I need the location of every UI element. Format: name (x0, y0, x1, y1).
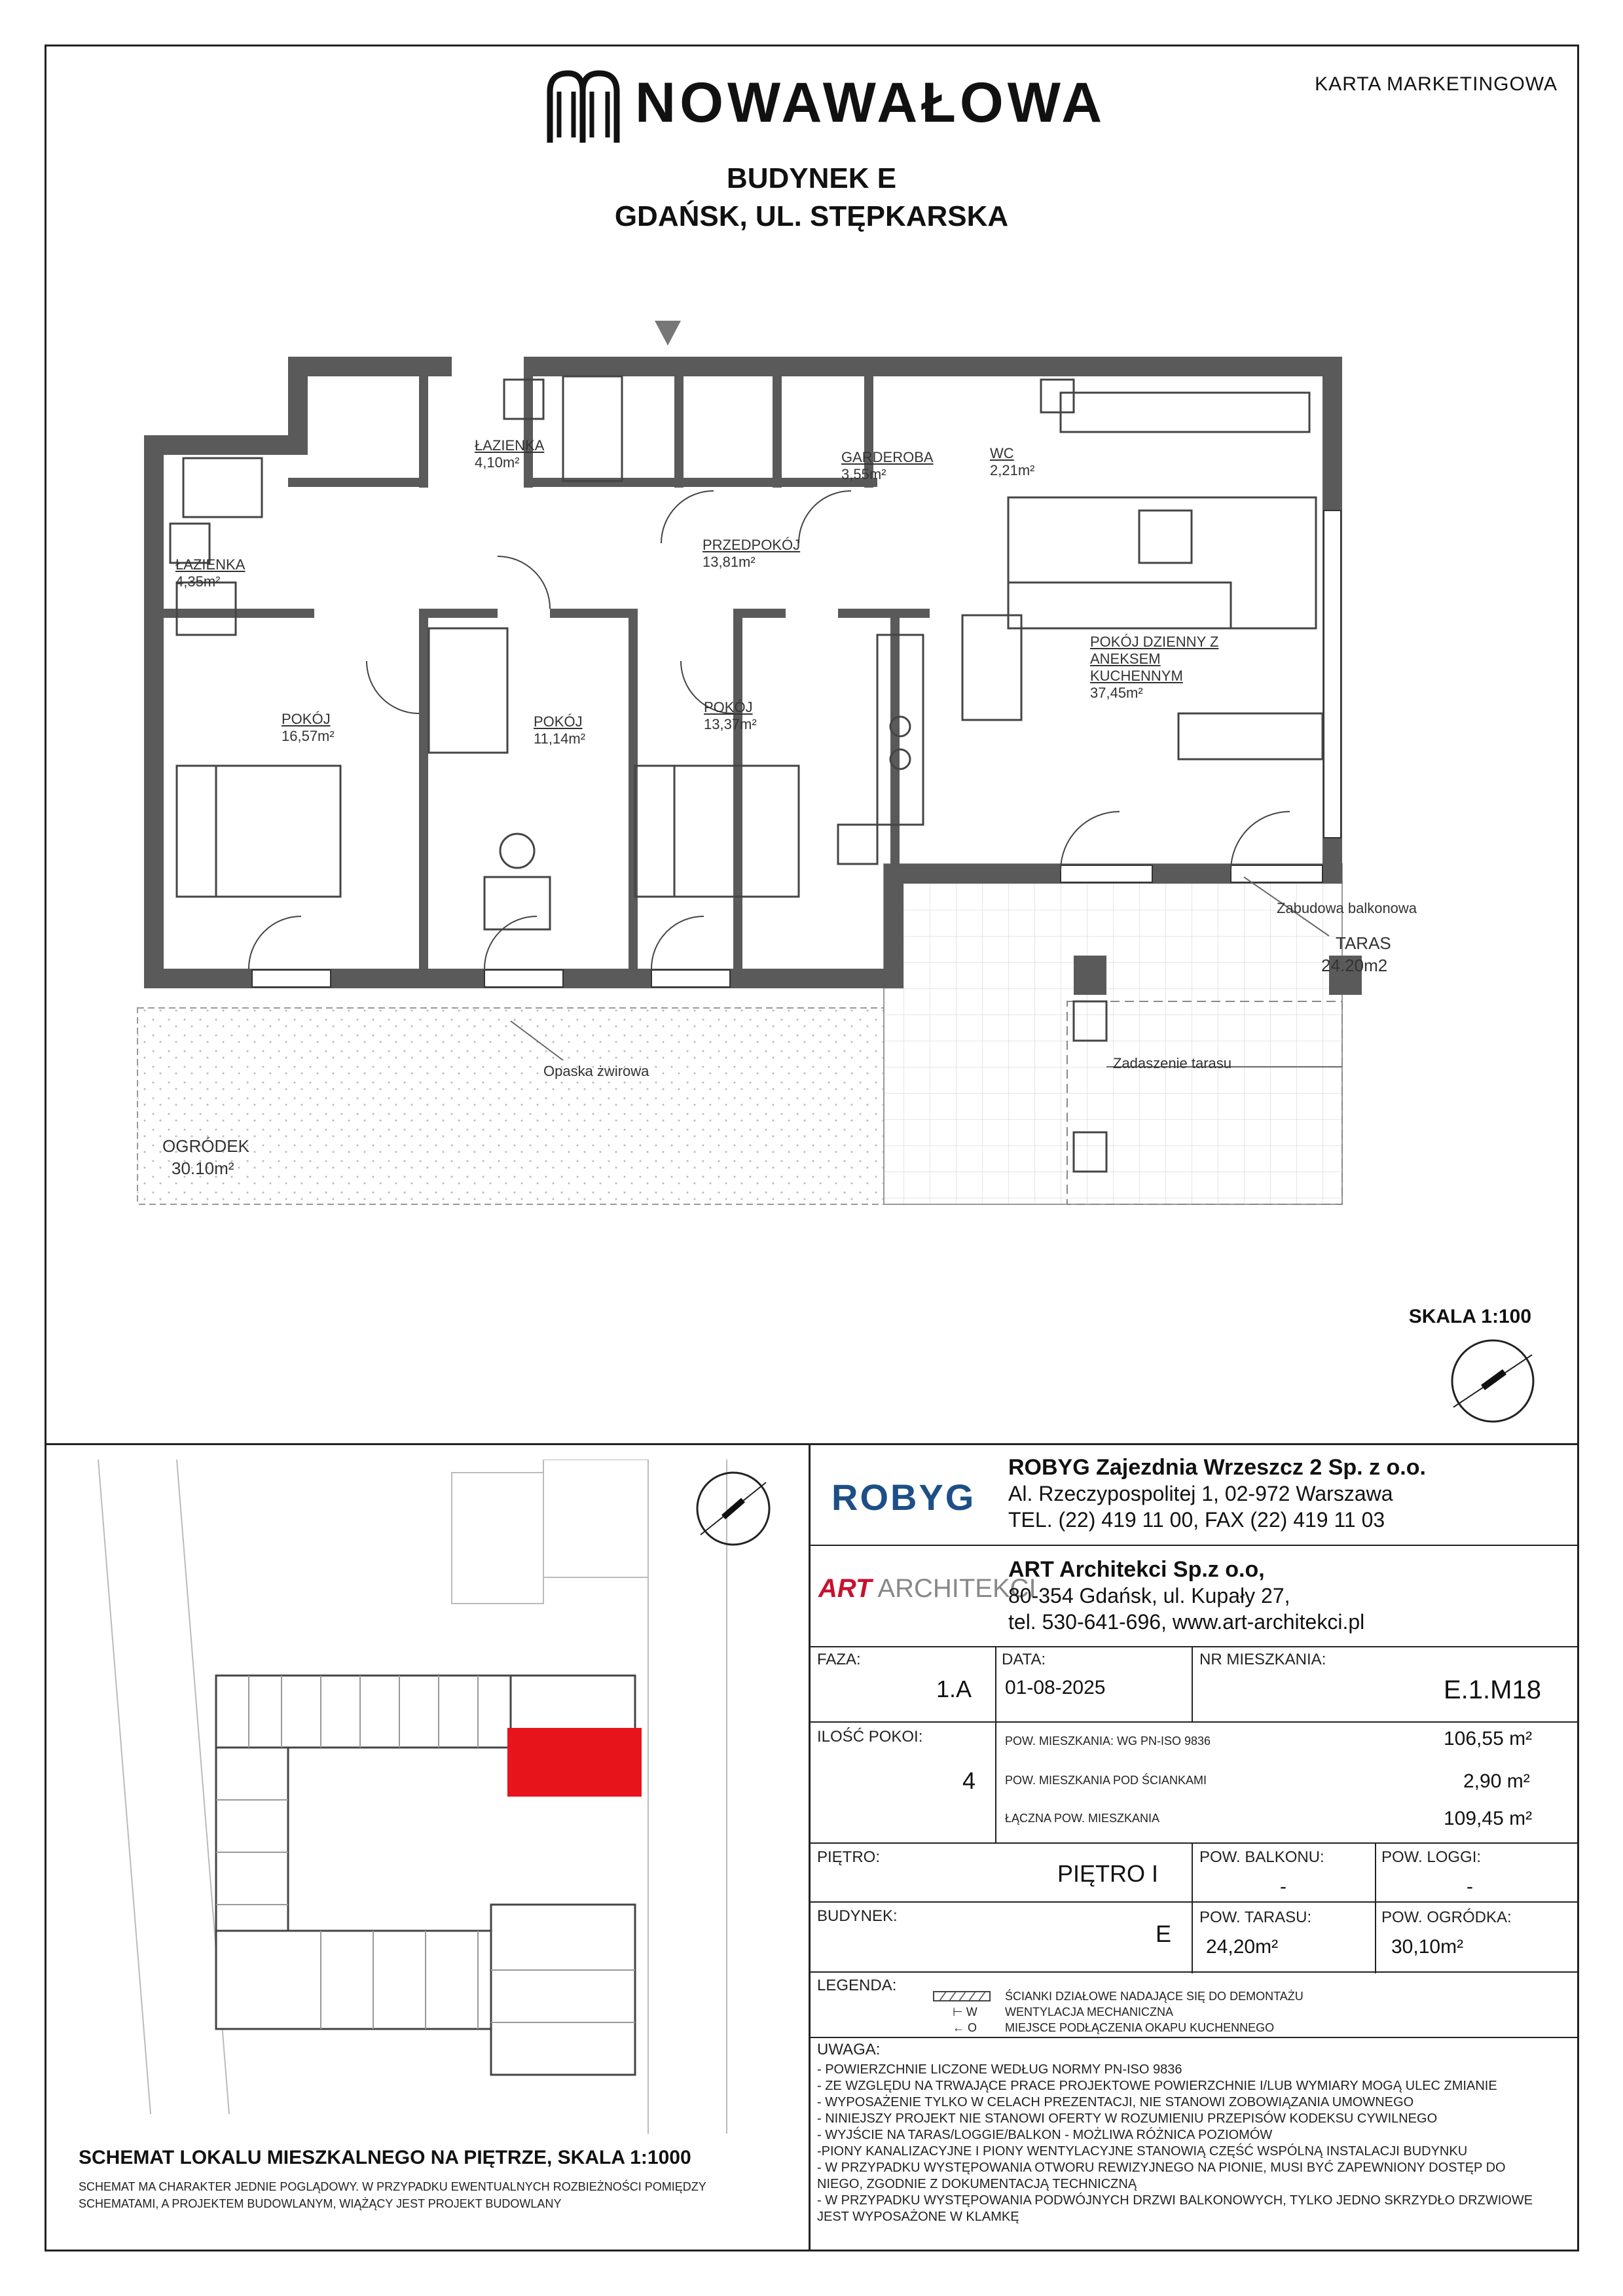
site-schematic (72, 1460, 792, 2134)
uwaga-line: - POWIERZCHNIE LICZONE WEDŁUG NORMY PN-ISO 9836 (817, 2062, 1182, 2077)
room-pokoj-3: POKÓJ 13,37m² (704, 699, 757, 732)
pow1-label: POW. MIESZKANIA: WG PN-ISO 9836 (1005, 1734, 1211, 1748)
uwaga-line: - W PRZYPADKU WYSTĘPOWANIA OTWORU REWIZYJNEGO NA PIONIE, MUSI BYĆ ZAPEWNIONY DOSTĘP DO NIEGO, ZGODNIE Z DOKUMENTACJĄ TECHNICZNĄ (817, 2161, 1506, 2191)
uwaga-line: - WYPOSAŻENIE TYLKO W CELACH PREZENTACJI, NIE STANOWI ZOBOWIĄZANIA UMOWNEGO (817, 2095, 1414, 2109)
ilosc-label: ILOŚĆ POKOI: (817, 1728, 923, 1746)
legend-label: LEGENDA: (817, 1977, 897, 1994)
pow2-label: POW. MIESZKANIA POD ŚCIANKAMI (1005, 1774, 1207, 1787)
data-label: DATA: (1002, 1651, 1046, 1668)
opaska-label: Opaska żwirowa (543, 1063, 649, 1079)
karta-label: KARTA MARKETINGOWA (1315, 73, 1558, 95)
table-line (995, 1646, 996, 1721)
table-line (1192, 1842, 1193, 1973)
room-przedpokoj: PRZEDPOKÓJ 13,81m² (702, 537, 801, 570)
uwaga-line: - W PRZYPADKU WYSTĘPOWANIA PODWÓJNYCH DRZWI BALKONOWYCH, TYLKO JEDNO SKRZYDŁO DRZWIOWE JEST WYPOSAŻONE W KLAMKĘ (817, 2193, 1533, 2224)
room-wc: WC 2,21m² (990, 445, 1035, 478)
uwaga-line: - ZE WZGLĘDU NA TRWAJĄCE PRACE PROJEKTOWE POWIERZCHNIE I/LUB WYMIARY MOGĄ ULEC ZMIANIE (817, 2079, 1497, 2093)
table-line (809, 2037, 1579, 2038)
entry-arrow-icon (655, 321, 681, 346)
legend-o-symbol: ← O (953, 2021, 977, 2034)
pow3-value: 109,45 m² (1444, 1808, 1533, 1829)
table-line (809, 1721, 1579, 1723)
legend-item-2: WENTYLACJA MECHANICZNA (1005, 2005, 1174, 2018)
data-value: 01-08-2025 (1005, 1677, 1106, 1698)
budynek-label: BUDYNEK: (817, 1907, 898, 1925)
budynek-value: E (1156, 1920, 1172, 1947)
table-line (1375, 1842, 1376, 1973)
terrace-area (884, 864, 1342, 1204)
room-lazienka-1: ŁAZIENKA 4,10m² (475, 437, 545, 471)
taras-area: 24.20m2 (1321, 956, 1388, 975)
site-compass-icon (697, 1473, 769, 1545)
zadaszenie-label: Zadaszenie tarasu (1113, 1055, 1231, 1071)
ogrodek-label: OGRÓDEK (162, 1136, 249, 1156)
pow1-value: 106,55 m² (1444, 1728, 1533, 1749)
table-line (1192, 1646, 1193, 1721)
column-divider (809, 1443, 811, 2251)
zabudowa-label: Zabudowa balkonowa (1277, 900, 1417, 916)
brand-mark-icon (537, 65, 629, 151)
art-logo: ART ARCHITEKCI (818, 1574, 1036, 1603)
taras-area-label: POW. TARASU: (1199, 1909, 1312, 1926)
room-pokoj-dzienny: POKÓJ DZIENNY Z ANEKSEM KUCHENNYM 37,45m² (1090, 634, 1219, 701)
schemat-note: SCHEMAT MA CHARAKTER JEDNIE POGLĄDOWY. W PRZYPADKU EWENTUALNYCH ROZBIEŻNOŚCI POMIĘDZY SCHEMATAMI, A PROJEKTEM BUDOWLANYM, WIĄŻĄCY JEST PROJEKT BUDOWLANY (79, 2180, 706, 2210)
address-title: GDAŃSK, UL. STĘPKARSKA (614, 200, 1009, 232)
ilosc-value: 4 (962, 1767, 976, 1794)
table-line (809, 1842, 1579, 1844)
uwaga-line: - NINIEJSZY PROJEKT NIE STANOWI OFERTY W ROZUMIENIU PRZEPISÓW KODEKSU CYWILNEGO (817, 2111, 1438, 2126)
pietro-label: PIĘTRO: (817, 1848, 881, 1866)
taras-area-value: 24,20m² (1206, 1936, 1279, 1958)
loggi-label: POW. LOGGI: (1381, 1848, 1482, 1866)
floor-plan (118, 308, 1519, 1224)
ogrodek-area: 30.10m² (172, 1158, 234, 1178)
room-pokoj-1: POKÓJ 16,57m² (282, 711, 335, 744)
ogrodek-area-value: 30,10m² (1391, 1936, 1464, 1958)
uwaga-list (817, 2062, 1550, 2225)
brand-name: NOWAWAŁOWA (635, 71, 1106, 134)
room-lazienka-2: ŁAZIENKA 4,35m² (175, 556, 246, 590)
table-line (995, 1721, 996, 1842)
loggi-value: - (1467, 1876, 1473, 1897)
brand-logo (537, 65, 1106, 151)
company-divider (809, 1545, 1579, 1546)
pow3-label: ŁĄCZNA POW. MIESZKANIA (1005, 1812, 1160, 1825)
table-line (809, 1901, 1579, 1903)
uwaga-line: -PIONY KANALIZACYJNE I PIONY WENTYLACYJNE STANOWIĄ CZĘŚĆ WSPÓLNĄ INSTALACJI BUDYNKU (817, 2144, 1468, 2159)
apartment-highlight (507, 1728, 642, 1797)
ogrodek-area-label: POW. OGRÓDKA: (1381, 1909, 1512, 1926)
legend-w-symbol: ⊢ W (953, 2005, 977, 2018)
uwaga-label: UWAGA: (817, 2041, 881, 2058)
uwaga-line: - WYJŚCIE NA TARAS/LOGGIE/BALKON - MOŻLIWA RÓŻNICA POZIOMÓW (817, 2128, 1273, 2142)
building-title: BUDYNEK E (726, 162, 897, 194)
schemat-title: SCHEMAT LOKALU MIESZKALNEGO NA PIĘTRZE, SKALA 1:1000 (79, 2147, 691, 2168)
nr-value: E.1.M18 (1444, 1676, 1541, 1704)
scale-label: SKALA 1:100 (1408, 1306, 1531, 1327)
legend-item-1: ŚCIANKI DZIAŁOWE NADAJĄCE SIĘ DO DEMONTAŻU (1005, 1990, 1304, 2003)
robyg-logo: ROBYG (831, 1477, 976, 1518)
nr-label: NR MIESZKANIA: (1199, 1651, 1326, 1668)
pietro-value: PIĘTRO I (1057, 1860, 1159, 1887)
pow2-value: 2,90 m² (1463, 1770, 1530, 1792)
robyg-info: ROBYG Zajezdnia Wrzeszcz 2 Sp. z o.o. Al. Rzeczypospolitej 1, 02-972 Warszawa TEL. (22) 419 11 00, FAX (22) 419 11 03 (1008, 1455, 1426, 1532)
hatch-legend-icon (933, 1990, 992, 2003)
art-info: ART Architekci Sp.z o.o, 80-354 Gdańsk, ul. Kupały 27, tel. 530-641-696, www.art-architekci.pl (1008, 1557, 1365, 1634)
north-compass-icon (1447, 1335, 1539, 1427)
section-divider (45, 1443, 1579, 1445)
balkon-label: POW. BALKONU: (1199, 1848, 1324, 1866)
faza-label: FAZA: (817, 1651, 861, 1668)
table-line (809, 1971, 1579, 1973)
legend-item-3: MIEJSCE PODŁĄCZENIA OKAPU KUCHENNEGO (1005, 2021, 1275, 2034)
taras-label: TARAS (1336, 933, 1391, 953)
table-line (809, 1646, 1579, 1647)
room-garderoba: GARDEROBA 3,55m² (841, 449, 934, 482)
faza-value: 1.A (936, 1676, 972, 1702)
balkon-value: - (1280, 1876, 1286, 1897)
room-pokoj-2: POKÓJ 11,14m² (534, 713, 586, 747)
